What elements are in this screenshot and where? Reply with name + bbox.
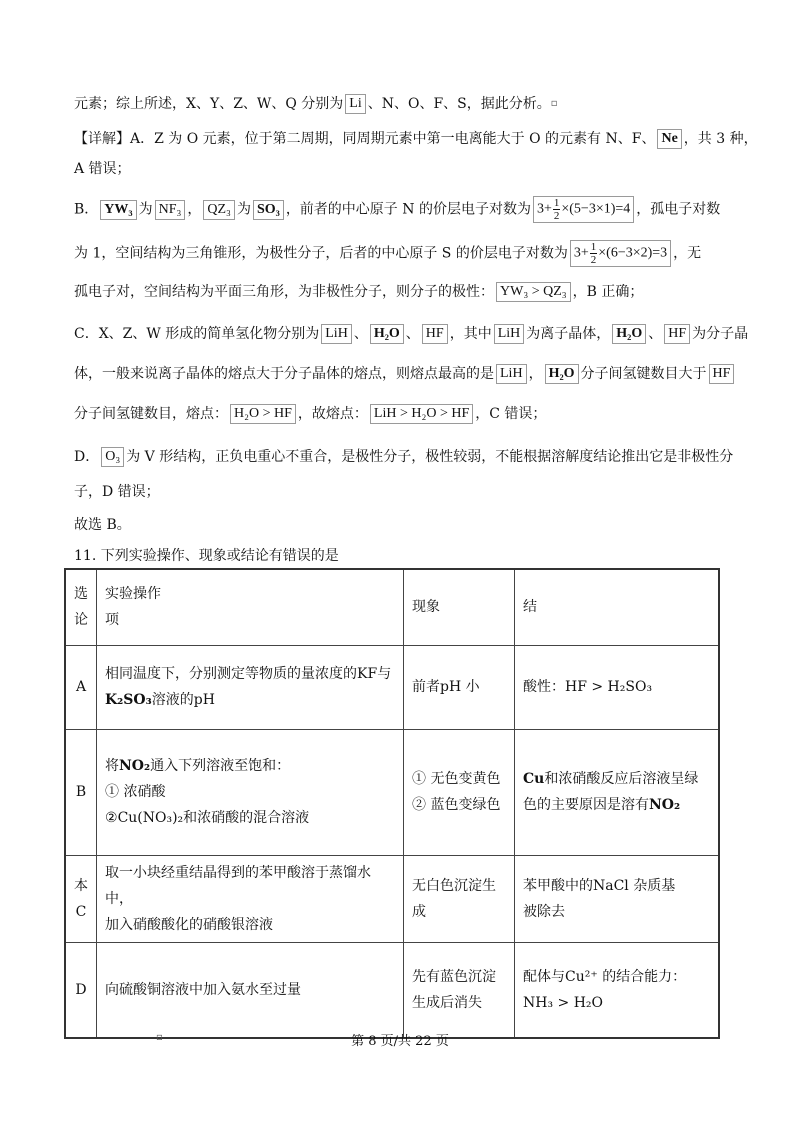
formula-nacl: NaCl: [593, 877, 629, 894]
anchor-mark: ▫: [156, 1032, 163, 1043]
conclusion-cell: 苯甲酸中的NaCl 杂质基 被除去: [515, 855, 720, 942]
phenomenon-cell: 无白色沉淀生 成: [404, 855, 515, 942]
option-label: A: [65, 645, 97, 729]
formula-h2o: H₂O: [612, 324, 646, 344]
header-operation: 实验操作 项: [97, 569, 404, 645]
text: 为: [236, 201, 251, 218]
text-line-12: 故选 B。: [74, 517, 131, 533]
text: 、N、O、F、S，据此分析。: [367, 96, 551, 112]
text: ，前者的中心原子 N 的价层电子对数为: [285, 201, 531, 218]
text: 为 1，空间结构为三角锥形，为极性分子，后者的中心原子 S 的价层电子对数为: [74, 245, 568, 262]
text: 孤电子对，空间结构为平面三角形，为非极性分子，则分子的极性：: [74, 284, 494, 300]
formula-cu-no3-2: Cu(NO₃)₂: [117, 810, 184, 826]
formula-acidity: HF > H₂SO₃: [565, 679, 653, 695]
text-line-1: [74, 94, 558, 114]
table-row-c: [65, 855, 719, 942]
operation-cell: 向硫酸铜溶液中加入氨水至过量: [97, 942, 404, 1038]
text: 为离子晶体，: [526, 326, 611, 342]
text: ，C 错误；: [475, 406, 547, 422]
formula-qz3: QZ₃: [203, 200, 235, 220]
text-line-9: [74, 404, 546, 424]
header-conclusion: 结: [515, 569, 720, 645]
text: ，故熔点：: [297, 406, 368, 422]
phenomenon-cell: 前者pH 小: [404, 645, 515, 729]
text: 体，一般来说离子晶体的熔点大于分子晶体的熔点，则熔点最高的是: [74, 366, 494, 382]
text-line-6: [74, 282, 643, 302]
text: 为分子晶: [692, 326, 749, 342]
formula-cu: Cu: [523, 771, 545, 787]
fraction: $\frac{1}{2}$: [553, 197, 560, 222]
text: 分子间氢键数目大于: [580, 366, 707, 382]
table-row-d: [65, 942, 719, 1038]
text: D．: [74, 449, 100, 465]
option-label: 本C: [65, 855, 97, 942]
formula-mp-1: H₂O > HF: [230, 404, 296, 424]
formula-no2: NO₂: [119, 758, 151, 774]
formula-hf: HF: [422, 324, 448, 344]
header-option: 选 论: [65, 569, 97, 645]
formula-yw3: YW₃: [100, 200, 136, 220]
option-label: D: [65, 942, 97, 1038]
formula-nf3: NF₃: [155, 200, 186, 220]
table-row-b: [65, 729, 719, 855]
text: 为: [138, 201, 153, 218]
formula-o3: O₃: [101, 447, 124, 467]
formula-mp-2: LiH > H₂O > HF: [370, 404, 473, 424]
formula-lih: LiH: [494, 324, 525, 344]
text-line-7: [74, 324, 748, 344]
text: 【详解】A．Z 为 O 元素，位于第二周期，同周期元素中第一电离能大于 O 的元素有 N、F、: [74, 131, 656, 147]
formula-hf: HF: [709, 364, 735, 384]
formula-hf: HF: [664, 324, 690, 344]
formula-so3: SO₃: [253, 200, 284, 220]
text-line-10: [74, 447, 733, 467]
formula-ph: pH: [193, 692, 215, 708]
formula-cu2plus: Cu²⁺: [565, 968, 598, 985]
conclusion-cell: 酸性：HF > H₂SO₃: [515, 645, 720, 729]
operation-cell: 将NO₂通入下列溶液至饱和： ① 浓硝酸 ②Cu(NO₃)₂和浓硝酸的混合溶液: [97, 729, 404, 855]
formula-polarity: YW₃ > QZ₃: [496, 282, 571, 302]
formula-nh3-h2o: NH₃ > H₂O: [523, 994, 604, 1011]
table-header-row: [65, 569, 719, 645]
formula-no2: NO₂: [649, 797, 681, 813]
conclusion-cell: Cu和浓硝酸反应后溶液呈绿 色的主要原因是溶有NO₂: [515, 729, 720, 855]
experiment-table: [64, 568, 720, 1039]
fraction: $\frac{1}{2}$: [590, 241, 597, 266]
anchor-mark: ▫: [550, 98, 558, 109]
table-row-a: [65, 645, 719, 729]
formula-k2so3: K₂SO₃: [105, 692, 152, 708]
formula-lih: LiH: [321, 324, 352, 344]
formula-vsepr-n: 3+ $\frac{1}{2}$ ×(5−3×1)=4: [533, 196, 634, 223]
formula-vsepr-s: 3+ $\frac{1}{2}$ ×(6−3×2)=3: [570, 240, 671, 267]
text: 为 V 形结构，正负电重心不重合，是极性分子，极性较弱，不能根据溶解度结论推出它是非极性分: [126, 449, 734, 465]
formula-lih: LiH: [496, 364, 527, 384]
text: ，无: [673, 245, 702, 262]
text: ，孤电子对数: [636, 201, 721, 218]
formula-ph: pH: [440, 679, 462, 695]
text-line-2: [74, 129, 758, 149]
text: ，共 3 种，: [683, 131, 758, 147]
text: C．X、Z、W 形成的简单氢化物分别为: [74, 326, 320, 342]
formula-ne: Ne: [657, 129, 681, 149]
text: ，: [187, 201, 202, 218]
text-line-3: A 错误；: [74, 161, 131, 177]
text-line-4: [74, 196, 720, 223]
operation-cell: 相同温度下，分别测定等物质的量浓度的KF与 K₂SO₃溶液的pH: [97, 645, 404, 729]
text: ，: [528, 366, 543, 382]
text-line-8: [74, 364, 736, 384]
formula-h2o: H₂O: [545, 364, 579, 384]
page-number: 第 8 页/共 22 页: [351, 1034, 449, 1049]
text: 元素；综上所述，X、Y、Z、W、Q 分别为: [74, 96, 344, 112]
text: 、: [648, 326, 663, 342]
text: B．: [74, 201, 99, 218]
text: 、: [353, 326, 368, 342]
formula-h2o: H₂O: [370, 324, 404, 344]
text-line-5: [74, 240, 701, 267]
header-phenomenon: 现象: [404, 569, 515, 645]
phenomenon-cell: 先有蓝色沉淀 生成后消失: [404, 942, 515, 1038]
text: ，B 正确；: [572, 284, 644, 300]
formula-li: Li: [345, 94, 365, 114]
formula-kf: KF: [357, 666, 378, 682]
question-11-title: 11. 下列实验操作、现象或结论有错误的是: [74, 548, 339, 564]
conclusion-cell: 配体与Cu²⁺ 的结合能力： NH₃ > H₂O: [515, 942, 720, 1038]
text: ，其中: [449, 326, 492, 342]
operation-cell: 取一小块经重结晶得到的苯甲酸溶于蒸馏水中， 加入硝酸酸化的硝酸银溶液: [97, 855, 404, 942]
option-label: B: [65, 729, 97, 855]
text: 分子间氢键数目，熔点：: [74, 406, 228, 422]
phenomenon-cell: ① 无色变黄色 ② 蓝色变绿色: [404, 729, 515, 855]
text-line-11: 子，D 错误；: [74, 484, 160, 500]
text: 、: [405, 326, 420, 342]
